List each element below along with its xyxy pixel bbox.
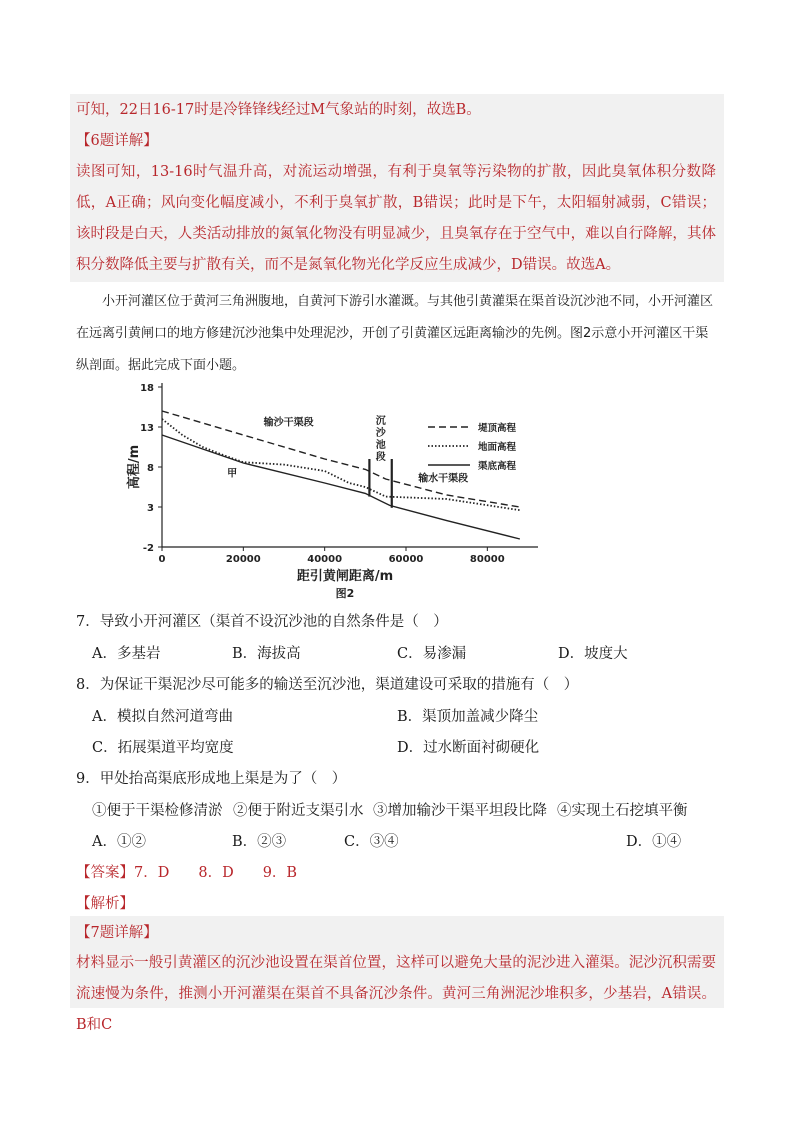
prev-answer-line: 可知，22日16-17时是冷锋锋线经过M气象站的时刻，故选B。 [76, 102, 481, 118]
q8-option-d[interactable]: D．过水断面衬砌硬化 [397, 740, 540, 756]
label-pool-char-3: 段 [375, 451, 386, 463]
q7-detail-title: 【7题详解】 [76, 925, 158, 941]
q6-detail-title: 【6题详解】 [76, 133, 158, 149]
q8-option-c[interactable]: C．拓展渠道平均宽度 [92, 740, 234, 756]
q7-stem: 7．导致小开河灌区（渠首不设沉沙池的自然条件是（ ） [76, 614, 448, 630]
label-pool-char-1: 沙 [375, 427, 386, 439]
q9-stem: 9．甲处抬高渠底形成地上渠是为了（ ） [76, 771, 347, 787]
legend-label-0: 堤顶高程 [478, 423, 517, 434]
legend-label-2: 渠底高程 [478, 461, 517, 472]
q9-item-2: ②便于附近支渠引水 [233, 803, 364, 819]
q9-option-b[interactable]: B．②③ [232, 834, 287, 850]
label-jia: 甲 [227, 468, 238, 480]
x-tick-label-4: 80000 [469, 554, 505, 565]
elevation-profile-chart [127, 375, 550, 605]
q9-option-c[interactable]: C．③④ [344, 834, 399, 850]
series-line-2 [162, 435, 520, 539]
series-line-0 [162, 411, 520, 507]
x-axis-label: 距引黄闸距离/m [296, 569, 394, 584]
q9-item-3: ③增加输沙干渠平坦段比降 [373, 803, 547, 819]
y-tick-label-2: 8 [147, 463, 154, 474]
label-pool-char-0: 沉 [375, 415, 386, 427]
q8-option-b[interactable]: B．渠顶加盖减少降尘 [397, 709, 539, 725]
y-tick-label-1: 3 [147, 503, 154, 514]
y-tick-label-4: 18 [140, 383, 154, 394]
q7-detail-text: 材料显示一般引黄灌区的沉沙池设置在渠首位置，这样可以避免大量的泥沙进入灌渠。泥沙沉积需要流速慢为条件，推测小开河灌渠在渠首不具备沉沙条件。黄河三角洲泥沙堆积多，少基岩，A错误。B和C [76, 955, 716, 1033]
q9-option-a[interactable]: A．①② [92, 834, 146, 850]
q7-option-d[interactable]: D．坡度大 [558, 646, 628, 662]
x-tick-label-3: 60000 [388, 554, 424, 565]
q9-option-d[interactable]: D．①④ [626, 834, 682, 850]
figure-caption: 图2 [335, 587, 355, 600]
label-water-section: 输水干渠段 [418, 473, 469, 485]
label-pool-char-2: 池 [375, 439, 386, 451]
x-tick-label-0: 0 [158, 554, 166, 565]
y-tick-label-3: 13 [140, 423, 154, 434]
answer-label: 【答案】 [76, 865, 134, 881]
q7-option-b[interactable]: B．海拔高 [232, 646, 301, 662]
q9-item-4: ④实现土石挖填平衡 [557, 803, 688, 819]
x-tick-label-1: 20000 [225, 554, 261, 565]
q7-option-a[interactable]: A．多基岩 [92, 646, 161, 662]
legend-label-1: 地面高程 [478, 442, 517, 453]
q8-option-a[interactable]: A．模拟自然河道弯曲 [92, 709, 233, 725]
answer-line [76, 861, 297, 882]
label-sediment-section: 输沙干渠段 [263, 417, 314, 429]
q8-stem: 8．为保证干渠泥沙尽可能多的输送至沉沙池，渠道建设可采取的措施有（ ） [76, 677, 579, 693]
y-axis-label: 高程/m [127, 444, 142, 490]
q9-item-1: ①便于干渠检修清淤 [92, 803, 223, 819]
q6-detail-text: 读图可知，13-16时气温升高，对流运动增强，有利于臭氧等污染物的扩散，因此臭氧体积分数降低，A正确；风向变化幅度减小，不利于臭氧扩散，B错误；此时是下午，太阳辐射减弱，C错误；该时段是白天，人类活动排放的氮氧化物没有明显减少，且臭氧存在于空气中，难以自行降解，其体积分数降低主要与扩散有关，而不是氮氧化物光化学反应生成减少，D错误。故选A。 [76, 164, 716, 273]
y-tick-label-0: -2 [142, 543, 154, 554]
q7-option-c[interactable]: C．易渗漏 [397, 646, 467, 662]
question-intro: 小开河灌区位于黄河三角洲腹地，自黄河下游引水灌溉。与其他引黄灌渠在渠首设沉沙池不同，小开河灌区在远离引黄闸口的地方修建沉沙池集中处理泥沙，开创了引黄灌区远距离输沙的先例。图2示意小开河灌区干渠纵剖面。据此完成下面小题。 [76, 294, 714, 373]
analysis-label: 【解析】 [76, 896, 134, 912]
answer-text: 7．D 8．D 9．B [134, 865, 298, 881]
x-tick-label-2: 40000 [307, 554, 343, 565]
